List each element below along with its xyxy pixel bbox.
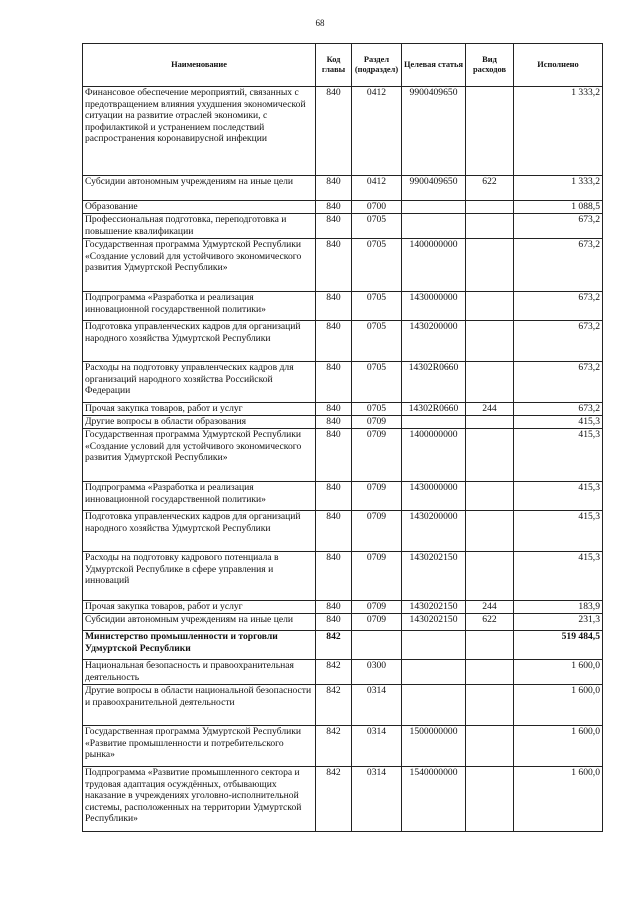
cell-kind: [466, 239, 514, 292]
cell-name: Подпрограмма «Разработка и реализация инновационной государственной политики»: [83, 292, 316, 321]
cell-name: Подготовка управленческих кадров для организаций народного хозяйства Удмуртской Республики: [83, 321, 316, 362]
cell-value: 673,2: [514, 403, 603, 416]
cell-name: Государственная программа Удмуртской Республики «Развитие промышленности и потребительского рынка»: [83, 726, 316, 767]
cell-name: Финансовое обеспечение мероприятий, связанных с предотвращением влияния ухудшения экономической ситуации на развитие отраслей экономики, с профилактикой и устранением последствий распространения коронавирусной инфекции: [83, 87, 316, 176]
cell-code: 840: [316, 511, 352, 552]
header-target: Целевая статья: [402, 44, 466, 87]
cell-name: Государственная программа Удмуртской Республики «Создание условий для устойчивого экономического развития Удмуртской Республики»: [83, 429, 316, 482]
cell-name: Подпрограмма «Разработка и реализация инновационной государственной политики»: [83, 482, 316, 511]
cell-target: [402, 631, 466, 660]
cell-value: 183,9: [514, 601, 603, 614]
header-kind: Вид расходов: [466, 44, 514, 87]
table-row: [83, 176, 603, 201]
cell-kind: 244: [466, 601, 514, 614]
cell-target: [402, 685, 466, 726]
cell-kind: [466, 726, 514, 767]
cell-kind: [466, 552, 514, 601]
cell-kind: [466, 321, 514, 362]
cell-target: 1430200000: [402, 511, 466, 552]
cell-value: 1 600,0: [514, 726, 603, 767]
table-row: [83, 416, 603, 429]
cell-target: 1430000000: [402, 482, 466, 511]
cell-section: 0705: [352, 292, 402, 321]
cell-kind: [466, 362, 514, 403]
cell-kind: [466, 482, 514, 511]
cell-code: 840: [316, 292, 352, 321]
cell-code: 840: [316, 214, 352, 239]
cell-code: 842: [316, 726, 352, 767]
cell-name: Субсидии автономным учреждениям на иные цели: [83, 176, 316, 201]
cell-code: 840: [316, 482, 352, 511]
cell-target: 1430202150: [402, 552, 466, 601]
cell-value: 1 600,0: [514, 767, 603, 832]
cell-code: 840: [316, 176, 352, 201]
cell-code: 840: [316, 416, 352, 429]
cell-code: 840: [316, 321, 352, 362]
cell-value: 673,2: [514, 362, 603, 403]
cell-kind: [466, 292, 514, 321]
header-section: Раздел (подраздел): [352, 44, 402, 87]
cell-value: 415,3: [514, 482, 603, 511]
cell-code: 840: [316, 87, 352, 176]
cell-value: 673,2: [514, 292, 603, 321]
cell-kind: [466, 201, 514, 214]
cell-code: 840: [316, 614, 352, 631]
cell-code: 840: [316, 201, 352, 214]
page-number: 68: [315, 18, 325, 28]
cell-section: 0300: [352, 660, 402, 685]
cell-target: 9900409650: [402, 87, 466, 176]
cell-section: 0705: [352, 239, 402, 292]
cell-target: [402, 214, 466, 239]
table-row: [83, 482, 603, 511]
cell-target: [402, 201, 466, 214]
table-row: [83, 201, 603, 214]
cell-kind: [466, 767, 514, 832]
table-row: [83, 239, 603, 292]
cell-name: Другие вопросы в области образования: [83, 416, 316, 429]
table-row: [83, 214, 603, 239]
cell-name: Другие вопросы в области национальной безопасности и правоохранительной деятельности: [83, 685, 316, 726]
cell-target: 1400000000: [402, 239, 466, 292]
cell-name: Прочая закупка товаров, работ и услуг: [83, 403, 316, 416]
cell-target: 1430202150: [402, 614, 466, 631]
cell-target: 1540000000: [402, 767, 466, 832]
cell-target: 1500000000: [402, 726, 466, 767]
cell-section: 0709: [352, 416, 402, 429]
cell-section: 0709: [352, 511, 402, 552]
budget-table: [82, 43, 603, 832]
cell-section: 0709: [352, 429, 402, 482]
cell-name: Субсидии автономным учреждениям на иные цели: [83, 614, 316, 631]
table-body: [83, 87, 603, 832]
cell-kind: 622: [466, 176, 514, 201]
table-row: [83, 292, 603, 321]
cell-name: Расходы на подготовку кадрового потенциала в Удмуртской Республике в сфере управления и инноваций: [83, 552, 316, 601]
cell-kind: [466, 685, 514, 726]
cell-code: 840: [316, 239, 352, 292]
cell-section: 0709: [352, 552, 402, 601]
cell-value: 415,3: [514, 552, 603, 601]
cell-section: 0709: [352, 601, 402, 614]
cell-kind: 244: [466, 403, 514, 416]
cell-target: 1430202150: [402, 601, 466, 614]
cell-value: 519 484,5: [514, 631, 603, 660]
cell-kind: [466, 511, 514, 552]
cell-code: 842: [316, 631, 352, 660]
table-row: [83, 767, 603, 832]
cell-code: 842: [316, 767, 352, 832]
cell-section: 0705: [352, 403, 402, 416]
cell-name: Министерство промышленности и торговли Удмуртской Республики: [83, 631, 316, 660]
table-row: [83, 87, 603, 176]
cell-kind: [466, 87, 514, 176]
table-row: [83, 685, 603, 726]
cell-section: 0314: [352, 767, 402, 832]
cell-section: 0705: [352, 214, 402, 239]
cell-target: 9900409650: [402, 176, 466, 201]
cell-name: Профессиональная подготовка, переподготовка и повышение квалификации: [83, 214, 316, 239]
cell-name: Подготовка управленческих кадров для организаций народного хозяйства Удмуртской Республики: [83, 511, 316, 552]
table-row: [83, 552, 603, 601]
cell-value: 1 333,2: [514, 87, 603, 176]
header-code: Код главы: [316, 44, 352, 87]
table-header-row: [83, 44, 603, 87]
cell-code: 842: [316, 685, 352, 726]
cell-section: 0705: [352, 362, 402, 403]
table-row: [83, 429, 603, 482]
table-row: [83, 660, 603, 685]
cell-section: 0314: [352, 685, 402, 726]
cell-value: 1 333,2: [514, 176, 603, 201]
cell-kind: [466, 660, 514, 685]
cell-target: [402, 416, 466, 429]
cell-kind: [466, 429, 514, 482]
cell-target: 1430200000: [402, 321, 466, 362]
table-row: [83, 362, 603, 403]
cell-kind: [466, 214, 514, 239]
cell-section: 0412: [352, 87, 402, 176]
cell-value: 673,2: [514, 239, 603, 292]
cell-value: 231,3: [514, 614, 603, 631]
header-done: Исполнено: [514, 44, 603, 87]
table-row: [83, 631, 603, 660]
cell-section: 0709: [352, 614, 402, 631]
cell-target: 14302R0660: [402, 362, 466, 403]
cell-name: Расходы на подготовку управленческих кадров для организаций народного хозяйства Российской Федерации: [83, 362, 316, 403]
table-row: [83, 726, 603, 767]
cell-target: 1430000000: [402, 292, 466, 321]
cell-code: 840: [316, 601, 352, 614]
cell-section: 0709: [352, 482, 402, 511]
cell-value: 1 600,0: [514, 660, 603, 685]
table-row: [83, 403, 603, 416]
cell-target: [402, 660, 466, 685]
table-row: [83, 614, 603, 631]
cell-name: Национальная безопасность и правоохранительная деятельность: [83, 660, 316, 685]
header-name: Наименование: [83, 44, 316, 87]
cell-name: Прочая закупка товаров, работ и услуг: [83, 601, 316, 614]
cell-value: 415,3: [514, 429, 603, 482]
table-row: [83, 321, 603, 362]
cell-kind: 622: [466, 614, 514, 631]
cell-value: 415,3: [514, 511, 603, 552]
cell-value: 673,2: [514, 321, 603, 362]
cell-code: 840: [316, 552, 352, 601]
cell-section: 0412: [352, 176, 402, 201]
cell-section: 0314: [352, 726, 402, 767]
cell-section: [352, 631, 402, 660]
cell-name: Государственная программа Удмуртской Республики «Создание условий для устойчивого экономического развития Удмуртской Республики»: [83, 239, 316, 292]
table-row: [83, 511, 603, 552]
cell-code: 840: [316, 429, 352, 482]
cell-target: 1400000000: [402, 429, 466, 482]
cell-name: Подпрограмма «Развитие промышленного сектора и трудовая адаптация осуждённых, отбывающих наказание в учреждениях уголовно-исполнительной системы, расположенных на территории Удмуртской Республики»: [83, 767, 316, 832]
cell-code: 840: [316, 362, 352, 403]
cell-section: 0705: [352, 321, 402, 362]
cell-value: 673,2: [514, 214, 603, 239]
table-row: [83, 601, 603, 614]
cell-code: 842: [316, 660, 352, 685]
cell-section: 0700: [352, 201, 402, 214]
cell-target: 14302R0660: [402, 403, 466, 416]
cell-kind: [466, 631, 514, 660]
cell-value: 1 600,0: [514, 685, 603, 726]
cell-value: 415,3: [514, 416, 603, 429]
cell-code: 840: [316, 403, 352, 416]
cell-name: Образование: [83, 201, 316, 214]
cell-value: 1 088,5: [514, 201, 603, 214]
cell-kind: [466, 416, 514, 429]
